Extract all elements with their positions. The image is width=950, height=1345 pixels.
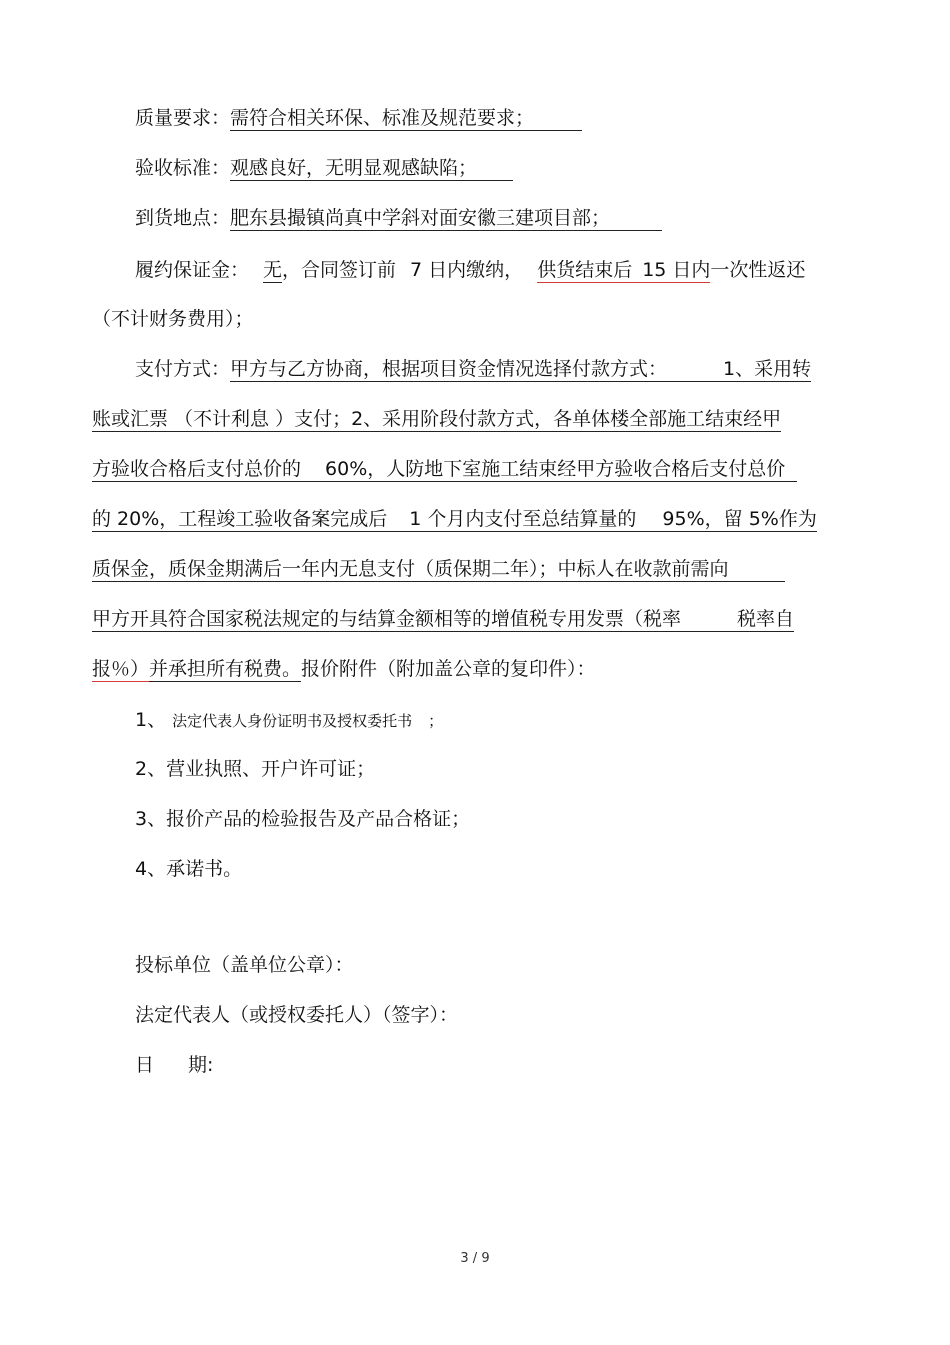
payment-text-1: 甲方与乙方协商，根据项目资金情况选择付款方式： 1、采用转 xyxy=(230,358,812,380)
payment-text-7b: 并承担所有税费。 xyxy=(149,658,302,680)
quality-value: 需符合相关环保、标准及规范要求； xyxy=(230,107,582,131)
payment-text-3: 方验收合格后支付总价的 60%，人防地下室施工结束经甲方验收合格后支付总价 xyxy=(92,458,797,482)
legal-rep-line: 法定代表人（或授权委托人）（签字）： xyxy=(135,1004,459,1026)
deposit-none: 无 xyxy=(263,259,283,281)
deposit-text-b: ，合同签订前 xyxy=(282,259,397,281)
attachment-item: 4、承诺书。 xyxy=(135,858,243,880)
payment-text-7a: 报％） xyxy=(92,658,150,680)
attachment-item: 2、营业执照、开户许可证； xyxy=(135,758,376,780)
payment-text-2: 账或汇票 （不计利息 ）支付；2、采用阶段付款方式，各单体楼全部施工结束经甲 xyxy=(92,408,782,430)
deposit-return-term: 供货结束后 15 日内 xyxy=(537,259,711,281)
delivery-value: 肥东县撮镇尚真中学斜对面安徽三建项目部； xyxy=(230,207,662,231)
deposit-line-2: （不计财务费用）； xyxy=(92,308,254,330)
quality-line xyxy=(135,105,582,131)
page-number: 3 / 9 xyxy=(460,1251,490,1266)
deposit-text-c: 7 日内缴纳， xyxy=(410,259,524,281)
attachment-item: 3、报价产品的检验报告及产品合格证； xyxy=(135,808,471,830)
acceptance-line xyxy=(135,155,513,181)
acceptance-value: 观感良好，无明显观感缺陷； xyxy=(230,157,513,181)
attachments-heading: 报价附件（附加盖公章的复印件）： xyxy=(301,658,596,680)
payment-text-4: 的 20%，工程竣工验收备案完成后 1 个月内支付至总结算量的 95%，留 5%作为 xyxy=(92,508,817,530)
attachment-item: 1、 法定代表人身份证明书及授权委托书 ； xyxy=(135,709,444,731)
payment-line-1 xyxy=(135,356,811,382)
payment-line-3 xyxy=(92,456,797,482)
payment-line-4 xyxy=(92,506,817,532)
payment-text-6: 甲方开具符合国家税法规定的与结算金额相等的增值税专用发票（税率 税率自 xyxy=(92,608,795,630)
payment-line-6 xyxy=(92,606,794,632)
payment-label: 支付方式： xyxy=(135,358,231,380)
deposit-text-f: 一次性返还 xyxy=(710,259,806,281)
payment-line-2 xyxy=(92,406,781,432)
quality-label: 质量要求： xyxy=(135,107,231,129)
payment-line-7 xyxy=(92,656,596,682)
payment-line-5 xyxy=(92,556,785,582)
payment-text-5: 质保金，质保金期满后一年内无息支付（质保期二年）；中标人在收款前需向 xyxy=(92,558,785,582)
acceptance-label: 验收标准： xyxy=(135,157,231,179)
deposit-label: 履约保证金： xyxy=(135,259,250,281)
bidder-unit-line: 投标单位（盖单位公章）： xyxy=(135,954,354,976)
delivery-line xyxy=(135,205,662,231)
date-line: 日 期: xyxy=(135,1054,214,1076)
deposit-line xyxy=(135,257,805,283)
delivery-label: 到货地点： xyxy=(135,207,231,229)
